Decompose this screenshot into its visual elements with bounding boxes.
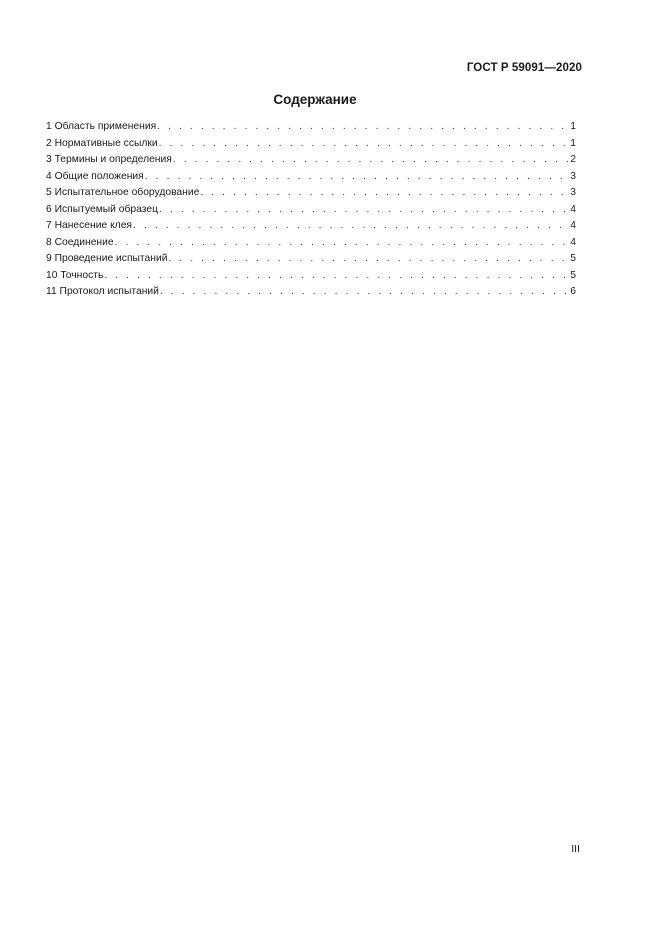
toc-entry[interactable]: [46, 136, 576, 153]
toc-entry-page: 1: [570, 121, 576, 132]
toc-entry-page: 2: [570, 154, 576, 165]
toc-entry-label: 7 Нанесение клея: [46, 220, 132, 231]
toc-leader-dots: [159, 136, 570, 153]
toc-entry-label: 2 Нормативные ссылки: [46, 137, 158, 149]
toc-leader-dots: [168, 251, 569, 268]
toc-entry-page: 6: [570, 286, 576, 297]
toc-entry-page: 5: [570, 269, 576, 281]
toc-leader-dots: [133, 218, 569, 235]
toc-entry-label: 4 Общие положения: [46, 170, 144, 182]
toc-leader-dots: [157, 119, 569, 136]
toc-entry-page: 4: [570, 236, 576, 248]
toc-leader-dots: [104, 268, 569, 285]
toc-leader-dots: [145, 169, 570, 186]
toc-leader-dots: [200, 185, 569, 202]
document-code: ГОСТ Р 59091—2020: [466, 62, 582, 74]
toc-entry[interactable]: [46, 218, 576, 235]
toc-entry-label: 10 Точность: [46, 269, 104, 281]
toc-title: Содержание: [273, 92, 357, 107]
toc-leader-dots: [115, 235, 570, 252]
toc-entry-page: 3: [570, 170, 576, 182]
toc-entry[interactable]: [46, 268, 576, 285]
toc-entry-label: 5 Испытательное оборудование: [46, 187, 200, 198]
toc-entry-label: 6 Испытуемый образец: [46, 203, 158, 215]
toc-entry[interactable]: [46, 251, 576, 268]
toc-entry[interactable]: [46, 235, 576, 252]
toc-entry-page: 5: [570, 253, 576, 264]
toc-entry[interactable]: [46, 202, 576, 219]
page-number: III: [571, 843, 580, 855]
toc-entry-label: 8 Соединение: [46, 236, 114, 248]
toc-entry[interactable]: [46, 185, 576, 202]
toc-entry-label: 11 Протокол испытаний: [46, 286, 159, 297]
toc-entry-page: 4: [570, 203, 576, 215]
toc-entry[interactable]: [46, 169, 576, 186]
toc-entry-label: 1 Область применения: [46, 121, 157, 132]
toc-entry-page: 1: [570, 137, 576, 149]
toc-entry[interactable]: [46, 119, 576, 136]
toc-leader-dots: [173, 152, 569, 169]
toc-entry[interactable]: [46, 152, 576, 169]
toc-entry-label: 3 Термины и определения: [46, 154, 172, 165]
toc-entry-label: 9 Проведение испытаний: [46, 253, 168, 264]
toc-leader-dots: [159, 202, 569, 219]
toc-list: [46, 119, 576, 301]
toc-leader-dots: [160, 284, 569, 301]
toc-entry-page: 4: [570, 220, 576, 231]
toc-entry[interactable]: [46, 284, 576, 301]
toc-entry-page: 3: [570, 187, 576, 198]
